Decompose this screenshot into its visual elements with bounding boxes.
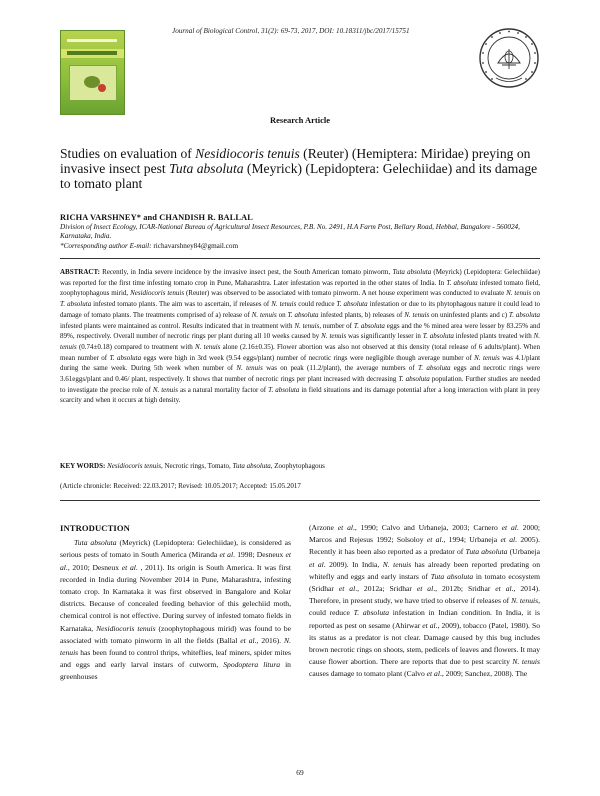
- text-segment: alone (2.16±0.35). Flower abortion was also not observed at this density (total release of 6 adults/plant). When mean number of: [60, 342, 540, 362]
- text-segment: eggs and necrotic rings were 3.61eggs/plant and 0.46/ plant, respectively. It shows that number of necrotic rings per plant increased with decreasing: [60, 364, 540, 384]
- text-segment: . 1998; Desneux: [233, 550, 286, 560]
- italic-term: T. absoluta: [446, 278, 478, 287]
- corresponding-author: [60, 242, 238, 251]
- italic-term: T. absoluta: [336, 300, 368, 309]
- text-segment: ., 2010; Desneux: [65, 562, 122, 572]
- keywords: [60, 462, 540, 471]
- title-species: Tuta absoluta: [169, 161, 244, 176]
- title-part: (Reuter) (Hemiptera: Miridae) preying on invasive insect pest: [60, 146, 531, 176]
- italic-term: et al: [338, 584, 356, 594]
- italic-term: N. tenuis: [404, 310, 430, 319]
- intro-paragraph-continued: [309, 522, 540, 681]
- italic-term: N. tenuis: [512, 657, 540, 667]
- author-names: RICHA VARSHNEY* and CHANDISH R. BALLAL: [60, 213, 253, 222]
- italic-term: N. tenuis: [511, 596, 539, 606]
- text-segment: ., 2012a; Sridhar: [355, 584, 417, 594]
- italic-term: et al: [337, 523, 353, 532]
- text-segment: could reduce: [296, 300, 337, 309]
- keywords-label: KEY WORDS:: [60, 462, 106, 470]
- text-segment: has already been reported predating on whitefly and eggs and early instars of: [309, 559, 540, 581]
- paper-title: [60, 146, 540, 191]
- text-segment: was significantly lesser in: [346, 332, 423, 341]
- intro-column-right: [309, 522, 540, 681]
- text-segment: on: [531, 289, 541, 298]
- text-segment: ., 1994; Urbaneja: [441, 535, 501, 545]
- text-segment: (0.74±0.18) compared to treatment with: [76, 342, 196, 351]
- text-segment: . , 2011). Its origin is South America. It was first recorded in India during November 2014 in Pune, Maharashtra, infesting tomato crop. In Karnataka it was first observed in Bangalore and Kolar districts. Because of concealed feeding behavior of this gelechiid moth, chemical control is not effective. During survey of infested tomato fields in Karnataka,: [60, 562, 291, 633]
- author-affiliation: Division of Insect Ecology, ICAR-National Bureau of Agricultural Insect Resources, P.B. No. 2491, H.A Farm Post, Bellary Road, Hebbal, Bangalore - 560024, Karnataka, India.: [60, 223, 520, 241]
- text-segment: (Arzone: [309, 523, 338, 532]
- italic-term: Tuta absoluta: [465, 547, 508, 557]
- text-segment: infestation or due to its phytophagous nature it could lead to damage of tomato plants. The treatments comprised of a) release of: [60, 300, 540, 319]
- cover-subtitle-bar: [67, 51, 117, 55]
- text-segment: , number of: [319, 321, 354, 330]
- text-segment: was on peak (11.2/plant), the average numbers of: [262, 364, 418, 373]
- italic-term: et al: [495, 584, 512, 594]
- italic-term: et al: [501, 523, 517, 532]
- italic-term: N. tenuis: [382, 559, 412, 569]
- text-segment: has been found to control thrips, whiteflies, leaf miners, spider mites and eggs and early larval instars of cutworm,: [60, 648, 291, 670]
- divider: [60, 258, 540, 259]
- italic-term: et al: [422, 620, 436, 630]
- italic-term: N. tenuis: [474, 353, 500, 362]
- keyword: , Necrotic rings, Tomato,: [160, 462, 233, 470]
- italic-term: Nesidiocoris tenuis: [130, 289, 185, 298]
- text-segment: . 2009). In India,: [323, 559, 383, 569]
- text-segment: ., 2012b; Sridhar: [433, 584, 496, 594]
- intro-column-left: [60, 522, 291, 684]
- corresponding-label: *Corresponding author E-mail:: [60, 242, 154, 250]
- italic-term: T. absoluta: [353, 608, 390, 618]
- text-segment: infested plants were maintained as control. Results indicated that in treatment with: [60, 321, 295, 330]
- italic-term: et al: [426, 669, 440, 679]
- text-segment: on uninfested plants and c): [429, 310, 509, 319]
- text-segment: infested tomato field, zoophytophagous mirid,: [60, 278, 540, 298]
- italic-term: N. tenuis: [251, 310, 277, 319]
- italic-term: T. absoluta: [508, 310, 541, 319]
- italic-term: et al: [416, 584, 434, 594]
- italic-term: et al: [500, 535, 516, 545]
- italic-term: T. absoluta: [60, 300, 92, 309]
- article-type-label: Research Article: [269, 115, 331, 125]
- section-heading: INTRODUCTION: [60, 523, 130, 533]
- italic-term: Tuta absoluta: [74, 538, 117, 548]
- italic-term: et al: [219, 550, 234, 560]
- italic-term: T. absoluta: [109, 353, 142, 362]
- italic-term: Tuta absoluta: [392, 268, 432, 276]
- italic-term: N. tenuis: [195, 342, 221, 351]
- text-segment: ., 2009; Sanchez, 2008). The: [439, 669, 528, 679]
- text-segment: infestation in Indian condition. In India, it is reported as pest on sesame (Ahirwar: [309, 608, 540, 630]
- text-segment: eggs were high in 3rd week (9.54 eggs/plant) number of necrotic rings were negligible though average number of: [141, 353, 475, 362]
- text-segment: ., 1990; Calvo and Urbaneja, 2003; Carnero: [352, 523, 502, 532]
- title-part: Studies on evaluation of: [60, 146, 196, 161]
- italic-term: N. tenuis: [152, 385, 178, 394]
- italic-term: T. absoluta: [268, 385, 300, 394]
- intro-paragraph: [60, 537, 291, 683]
- italic-term: N. tenuis: [271, 300, 297, 309]
- text-segment: as a natural mortality factor of: [177, 385, 269, 394]
- abstract: [60, 267, 540, 406]
- italic-term: T. absoluta: [422, 332, 454, 341]
- text-segment: in tomato ecosystem (Sridhar: [309, 571, 540, 594]
- text-segment: on: [276, 310, 288, 319]
- text-segment: ., 2014). Therefore, in present study, we have tried to observe if releases of: [309, 584, 540, 606]
- italic-term: et al: [426, 535, 442, 545]
- italic-term: N. tenuis: [321, 332, 347, 341]
- text-segment: eggs and the % mined area were lesser by 83.25% and 89%, respectively. Overall number of necrotic rings per plant during all 10 weeks caused by: [60, 321, 541, 341]
- text-segment: infested plants treated with: [453, 332, 534, 341]
- italic-term: et al: [309, 559, 324, 569]
- italic-term: et al: [60, 550, 291, 572]
- italic-term: et al: [240, 635, 255, 645]
- text-segment: . 2000; Marcos and Rejesus 1992; Solsoloy: [309, 523, 540, 545]
- tomato-icon: [98, 84, 106, 92]
- italic-term: T. absoluta: [398, 375, 430, 384]
- italic-term: Nesidiocoris tenuis: [96, 623, 156, 633]
- text-segment: ., 2009), tobacco (Patel, 1980). So its status as a predator is not clear. Damage caused by this bug includes brown necrotic rings on shoots, stem, pedicels of leaves and flowers. It may cause flower abortion. There are reports that due to pest scarcity: [309, 620, 540, 667]
- italic-term: N. tenuis: [60, 635, 291, 658]
- text-segment: (Reuter) was observed to be associated with tomato pinworm. A net house experiment was conducted to evaluate: [184, 289, 507, 298]
- italic-term: Spodoptera litura: [223, 660, 281, 670]
- text-segment: in field situations and its damage potential after a long interaction with plant in prey scarcity and when it occurs at high density.: [60, 385, 540, 405]
- italic-term: Tuta absoluta: [430, 571, 474, 581]
- text-segment: Recently, in India severe incidence by the invasive insect pest, the South American tomato pinworm,: [99, 268, 393, 276]
- keyword: Tuta absoluta: [232, 462, 271, 470]
- text-segment: was 4.1/plant during the same week. During 5th week when number of: [60, 353, 541, 373]
- text-segment: (Meyrick) (Lepidoptera: Gelechiidae), is considered as serious pests of tomato in South America (Miranda: [60, 538, 291, 560]
- article-chronicle: (Article chronicle: Received: 22.03.2017; Revised: 10.05.2017; Accepted: 15.05.2017: [60, 482, 301, 490]
- cover-title-bar: [67, 39, 117, 42]
- journal-cover-thumbnail: [60, 30, 125, 115]
- keyword: , Zoophytophagous: [270, 462, 325, 470]
- journal-citation: Journal of Biological Control, 31(2): 69-73, 2017, DOI: 10.18311/jbc/2017/15751: [172, 27, 410, 35]
- author-email[interactable]: richavarshney84@gmail.com: [153, 242, 239, 250]
- text-segment: (zoophytophagous mirid) was found to be associated with tomato pinworm in all the fields (Ballal: [60, 623, 291, 645]
- italic-term: N. tenuis: [294, 321, 320, 330]
- text-segment: (Meyrick) (Lepidoptera: Gelechiidae) was reported for the first time infesting tomato crop in Pune, Maharashtra. Later infestation was reported in the other states of India. In: [60, 268, 540, 287]
- divider: [60, 500, 540, 501]
- italic-term: T. absoluta: [287, 310, 319, 319]
- italic-term: N. tenuis: [506, 289, 532, 298]
- page-number: 69: [296, 768, 304, 777]
- society-seal-icon: [478, 27, 540, 89]
- text-segment: ., 2016).: [254, 635, 285, 645]
- text-segment: infested tomato plants. The aim was to ascertain, if releases of: [91, 300, 272, 309]
- text-segment: in greenhouses: [60, 660, 291, 682]
- text-segment: (Urbaneja: [507, 547, 540, 557]
- italic-term: N. tenuis: [236, 364, 263, 373]
- abstract-label: ABSTRACT:: [60, 268, 100, 276]
- italic-term: et al: [121, 562, 136, 572]
- italic-term: T. absoluta: [353, 321, 385, 330]
- title-part: (Meyrick) (Lepidoptera: Gelechiidae) and its damage to tomato plant: [60, 161, 538, 191]
- keyword: Nesidiocoris tenuis: [107, 462, 161, 470]
- text-segment: infested plants, b) releases of: [318, 310, 405, 319]
- italic-term: N. tenuis: [60, 332, 541, 351]
- text-segment: . 2005). Recently it has been also reported as a predator of: [309, 535, 540, 557]
- title-species: Nesidiocoris tenuis: [195, 146, 300, 161]
- italic-term: T. absoluta: [418, 364, 451, 373]
- cover-insect-image: [69, 65, 117, 101]
- text-segment: causes damage to tomato plant (Calvo: [309, 669, 427, 679]
- text-segment: population. Further studies are needed to investigate the precise role of: [60, 375, 541, 394]
- text-segment: , could reduce: [309, 596, 540, 618]
